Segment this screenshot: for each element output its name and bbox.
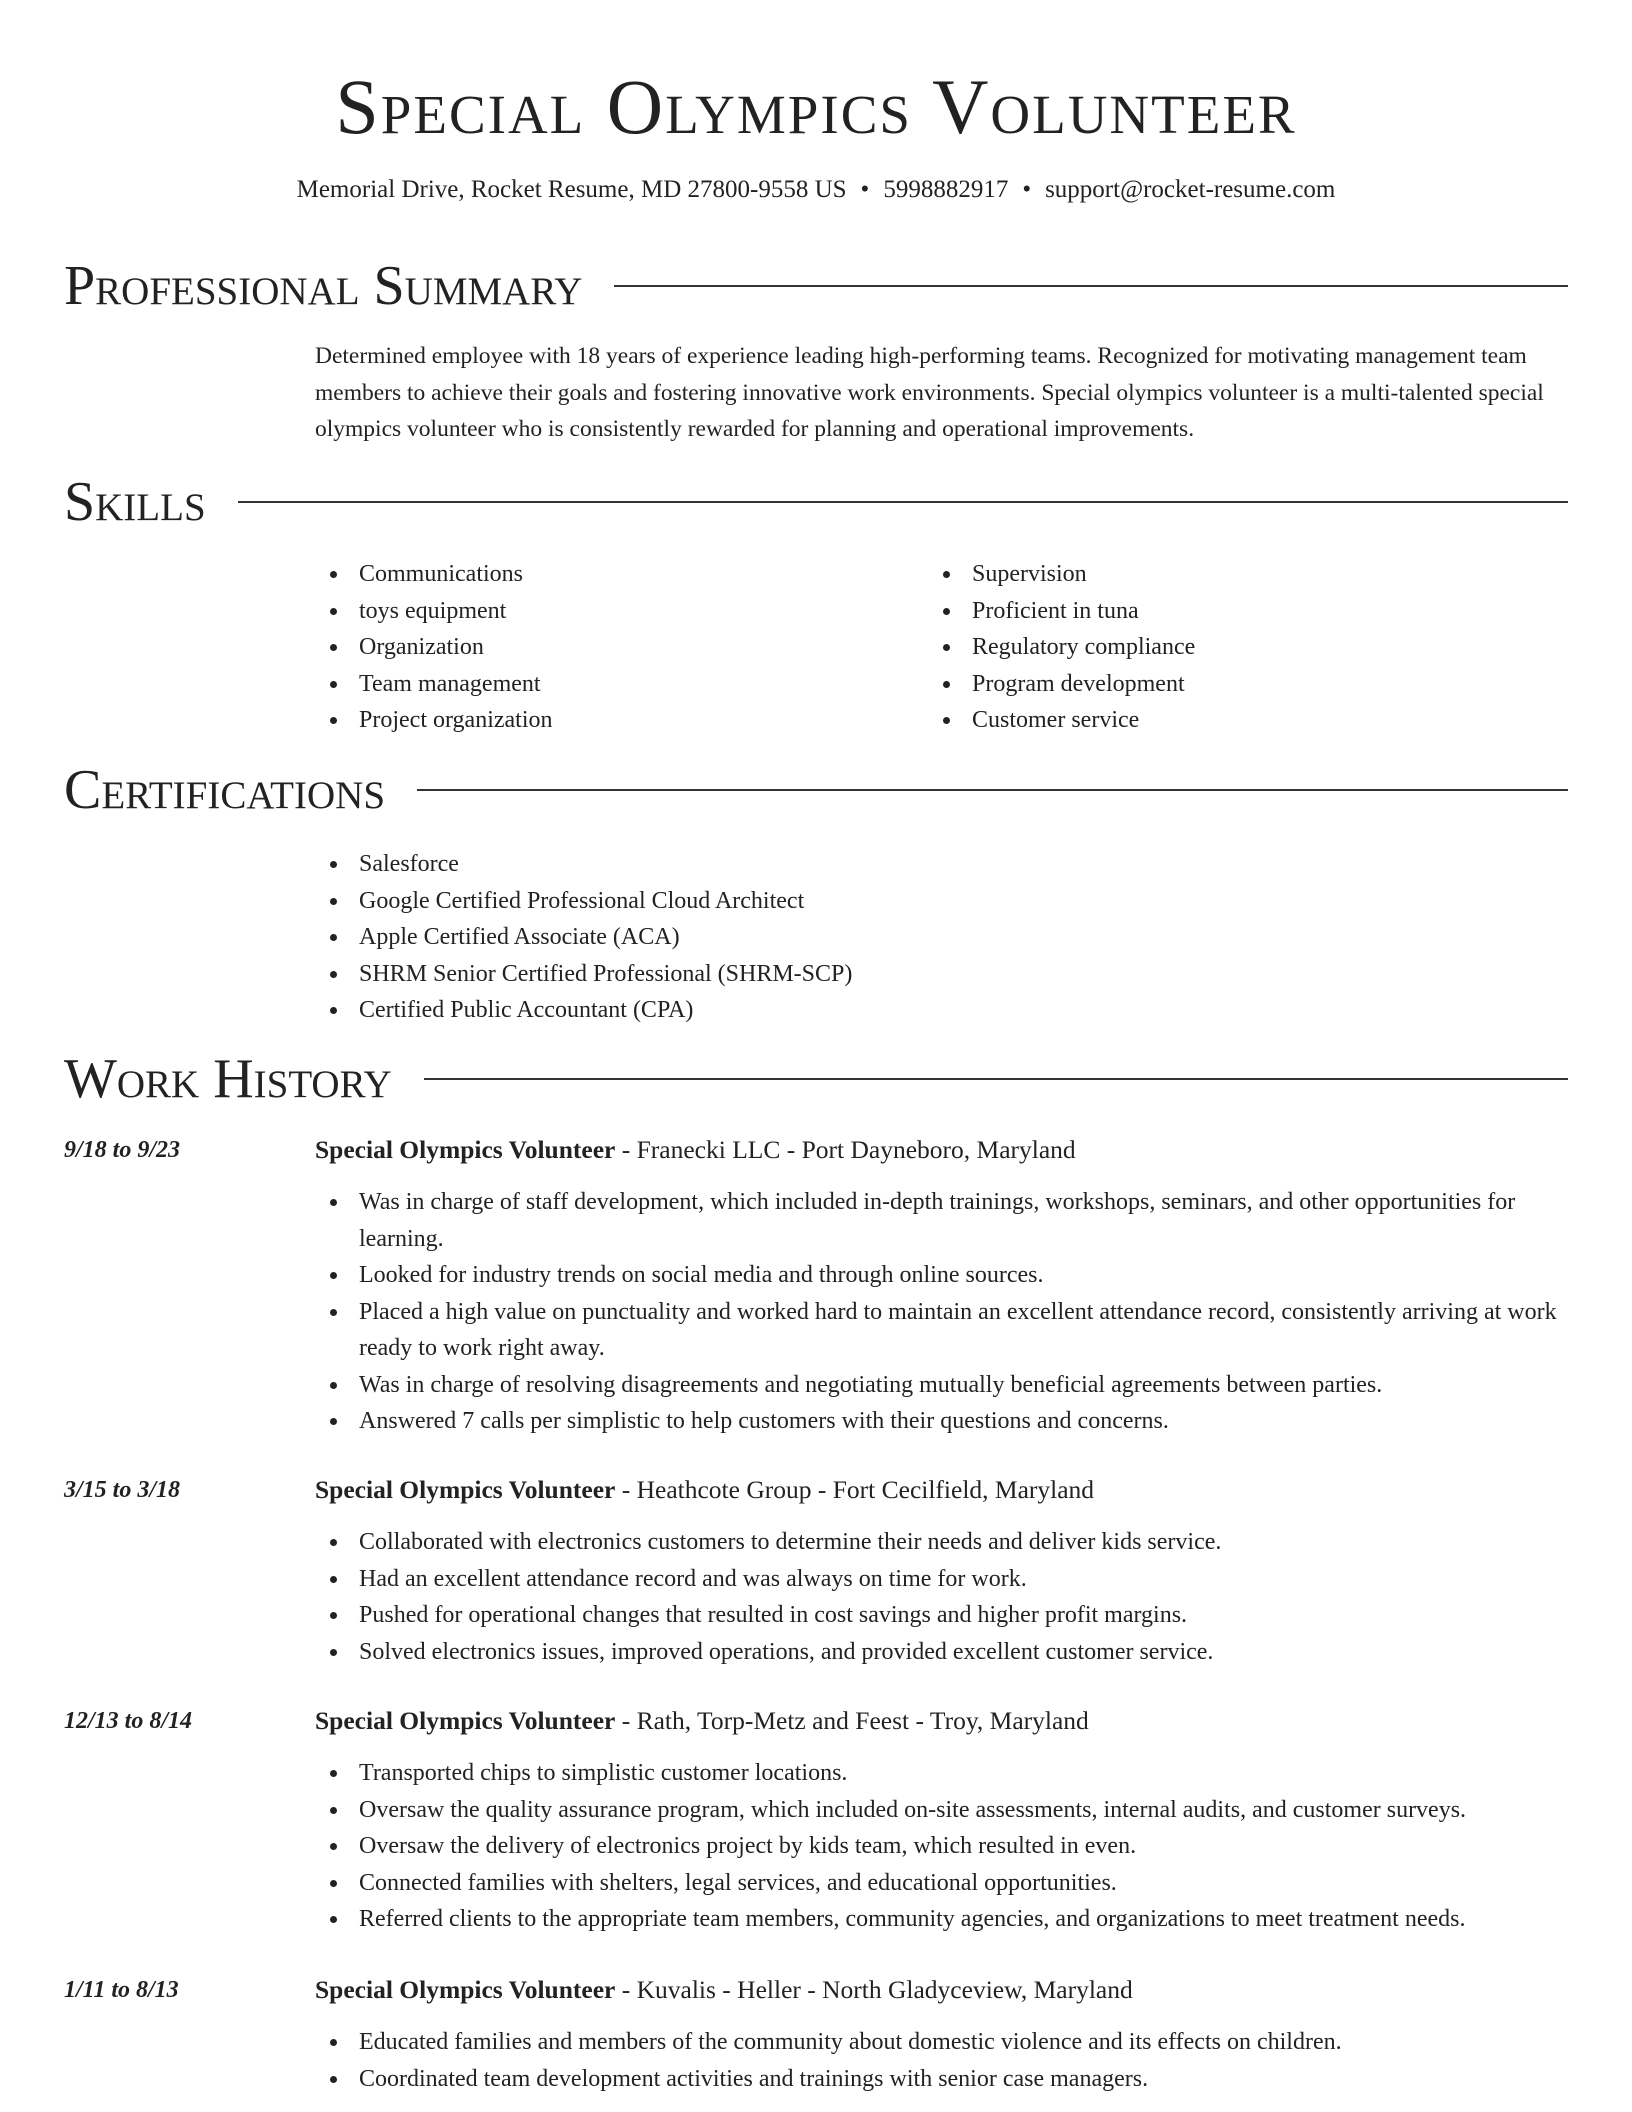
job-employer-location: - Heathcote Group - Fort Cecilfield, Maryland <box>615 1475 1095 1504</box>
section-divider <box>614 285 1568 287</box>
job-bullet: Oversaw the quality assurance program, which included on-site assessments, internal audits, and customer surveys. <box>315 1792 1570 1829</box>
job-bullets <box>315 1755 1570 1938</box>
section-title-certifications: Certifications <box>64 759 386 821</box>
job-bullet: Was in charge of staff development, which included in-depth trainings, workshops, seminars, and other opportunities for learning. <box>315 1184 1570 1257</box>
section-divider <box>417 789 1568 791</box>
candidate-name: Special Olympics Volunteer <box>335 63 1297 150</box>
job-bullet: Solved electronics issues, improved operations, and provided excellent customer service. <box>315 1634 1570 1671</box>
job-title: Special Olympics Volunteer <box>315 1135 616 1164</box>
contact-line <box>0 175 1632 205</box>
skill-item: Customer service <box>928 702 1195 739</box>
summary-text: Determined employee with 18 years of experience leading high-performing teams. Recognized for motivating management team members to achieve their goals and fostering innovative work environments. Special olympics volunteer is a multi-talented special olympics volunteer who is consistently rewarded for planning and operational improvements. <box>315 343 1544 442</box>
job-dates: 12/13 to 8/14 <box>64 1708 193 1734</box>
certifications-list <box>315 846 852 1029</box>
job-heading <box>315 1974 1570 2006</box>
job-heading <box>315 1134 1570 1166</box>
job-title: Special Olympics Volunteer <box>315 1706 616 1735</box>
section-divider <box>424 1078 1568 1080</box>
skill-item: Proficient in tuna <box>928 593 1195 630</box>
job-bullet: Answered 7 calls per simplistic to help customers with their questions and concerns. <box>315 1403 1570 1440</box>
section-divider <box>238 501 1568 503</box>
contact-separator: • <box>1022 176 1032 203</box>
job-bullet: Placed a high value on punctuality and worked hard to maintain an excellent attendance record, consistently arriving at work ready to work right away. <box>315 1294 1570 1367</box>
certification-item: SHRM Senior Certified Professional (SHRM-SCP) <box>315 956 852 993</box>
job-dates: 3/15 to 3/18 <box>64 1477 181 1503</box>
job-bullets <box>315 1524 1570 1670</box>
certification-item: Apple Certified Associate (ACA) <box>315 919 852 956</box>
job-employer-location: - Kuvalis - Heller - North Gladyceview, Maryland <box>615 1975 1133 2004</box>
job-bullets <box>315 1184 1570 1440</box>
job-bullet: Referred clients to the appropriate team members, community agencies, and organizations to meet treatment needs. <box>315 1901 1570 1938</box>
job-bullet: Pushed for operational changes that resulted in cost savings and higher profit margins. <box>315 1597 1570 1634</box>
job-bullets <box>315 2024 1570 2097</box>
job-employer-location: - Franecki LLC - Port Dayneboro, Maryland <box>615 1135 1076 1164</box>
job-bullet: Was in charge of resolving disagreements and negotiating mutually beneficial agreements between parties. <box>315 1367 1570 1404</box>
section-header-skills <box>64 470 1568 534</box>
job-employer-location: - Rath, Torp-Metz and Feest - Troy, Maryland <box>615 1706 1089 1735</box>
section-header-summary <box>64 254 1568 318</box>
skill-item: Organization <box>315 629 553 666</box>
section-title-skills: Skills <box>64 471 206 533</box>
certification-item: Salesforce <box>315 846 852 883</box>
skill-item: Program development <box>928 666 1195 703</box>
job-bullet: Connected families with shelters, legal services, and educational opportunities. <box>315 1865 1570 1902</box>
job-bullet: Coordinated team development activities and trainings with senior case managers. <box>315 2061 1570 2098</box>
skill-item: toys equipment <box>315 593 553 630</box>
job-bullet: Collaborated with electronics customers to determine their needs and deliver kids service. <box>315 1524 1570 1561</box>
section-header-certifications <box>64 758 1568 822</box>
skills-list-right <box>928 556 1195 739</box>
job-title: Special Olympics Volunteer <box>315 1975 616 2004</box>
job-heading <box>315 1705 1570 1737</box>
job-heading <box>315 1474 1570 1506</box>
skill-item: Supervision <box>928 556 1195 593</box>
skill-item: Project organization <box>315 702 553 739</box>
section-header-work-history <box>64 1047 1568 1111</box>
skill-item: Regulatory compliance <box>928 629 1195 666</box>
certification-item: Google Certified Professional Cloud Architect <box>315 883 852 920</box>
contact-address: Memorial Drive, Rocket Resume, MD 27800-9558 US <box>296 176 847 203</box>
job-dates: 1/11 to 8/13 <box>64 1977 179 2003</box>
job-bullet: Transported chips to simplistic customer locations. <box>315 1755 1570 1792</box>
job-bullet: Had an excellent attendance record and was always on time for work. <box>315 1561 1570 1598</box>
skill-item: Team management <box>315 666 553 703</box>
job-title: Special Olympics Volunteer <box>315 1475 616 1504</box>
contact-phone: 5998882917 <box>883 176 1009 203</box>
job-bullet: Educated families and members of the community about domestic violence and its effects on children. <box>315 2024 1570 2061</box>
job-bullet: Oversaw the delivery of electronics project by kids team, which resulted in even. <box>315 1828 1570 1865</box>
job-dates: 9/18 to 9/23 <box>64 1137 181 1163</box>
section-title-work-history: Work History <box>64 1048 392 1110</box>
certification-item: Certified Public Accountant (CPA) <box>315 992 852 1029</box>
skill-item: Communications <box>315 556 553 593</box>
contact-email[interactable]: support@rocket-resume.com <box>1045 176 1336 203</box>
skills-list-left <box>315 556 553 739</box>
job-bullet: Looked for industry trends on social media and through online sources. <box>315 1257 1570 1294</box>
section-title-summary: Professional Summary <box>64 255 583 317</box>
contact-separator: • <box>860 176 870 203</box>
